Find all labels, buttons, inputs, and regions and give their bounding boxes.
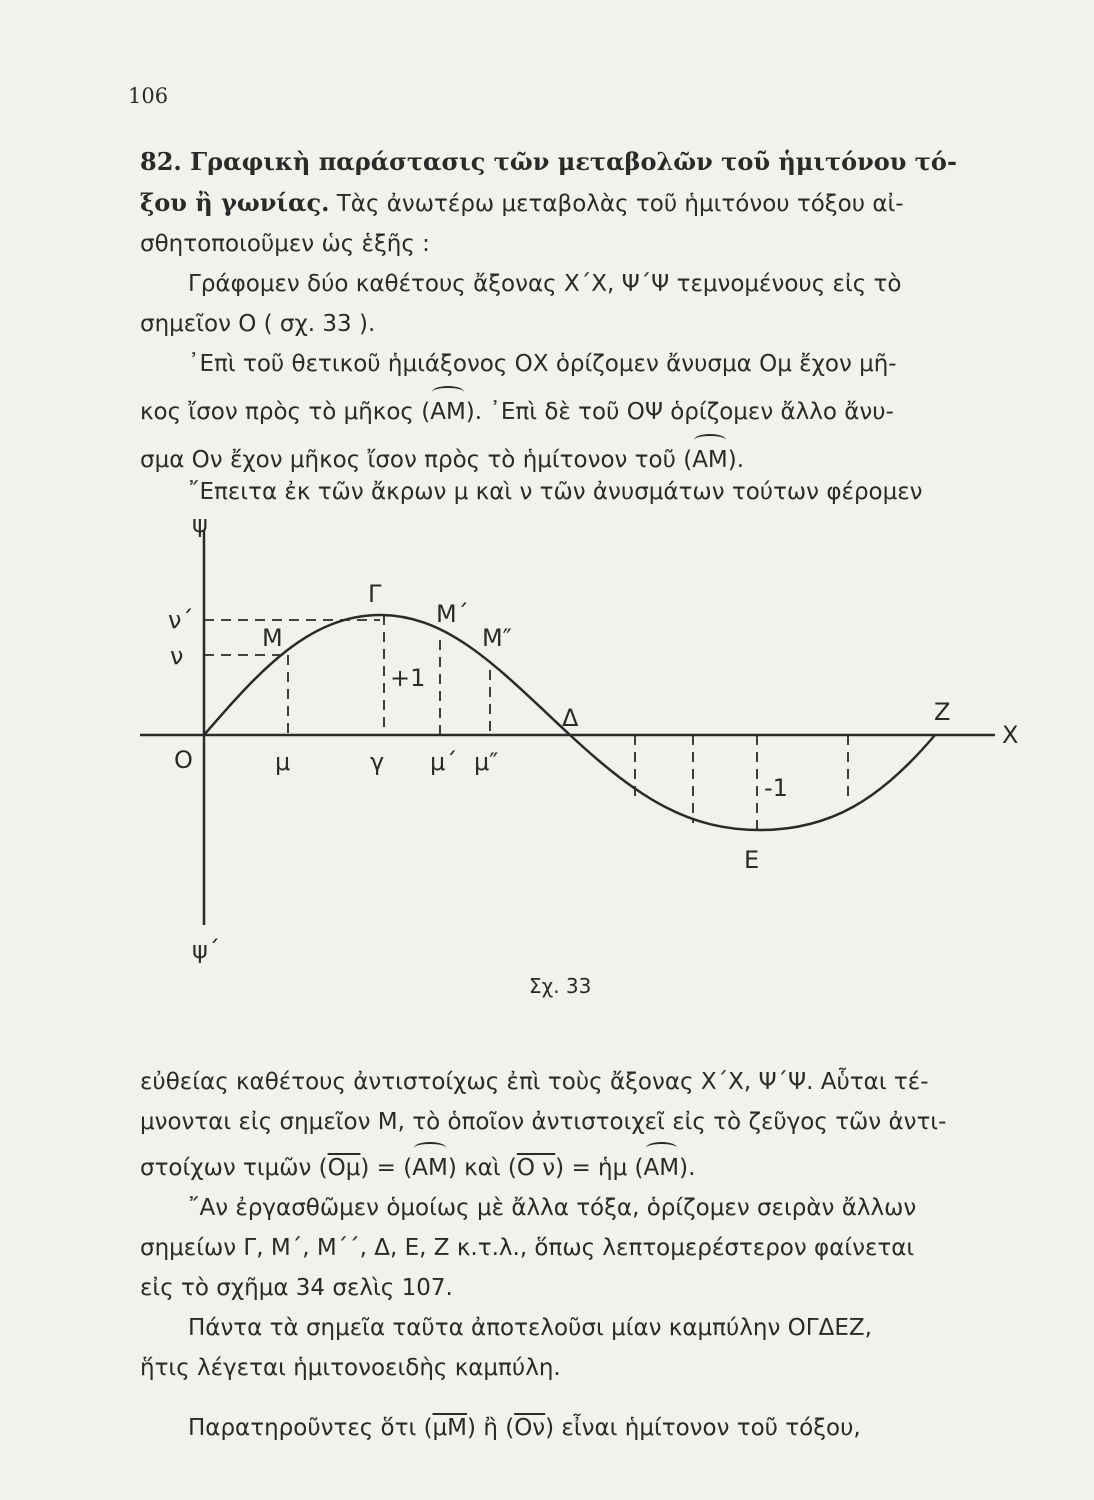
text-line: ῎Αν ἐργασθῶμεν ὁμοίως μὲ ἄλλα τόξα, ὁρίζομεν σειρὰν ἄλλων <box>188 1195 917 1221</box>
text-line: Γράφομεν δύο καθέτους ἄξονας Χ΄Χ, Ψ΄Ψ τεμνομένους εἰς τὸ <box>188 271 902 297</box>
label-psi-prime: ψ΄ <box>192 936 220 964</box>
arc-AM: ΑΜ <box>430 392 466 432</box>
label-M-prime: M΄ <box>436 600 469 628</box>
label-Z: Z <box>934 698 951 726</box>
intro-line <box>140 183 980 224</box>
arc-AM: ΑΜ <box>412 1148 448 1188</box>
text-line: ᾽Επὶ τοῦ θετικοῦ ἡμιάξονος ΟΧ ὁρίζομεν ἄνυσμα Ομ ἔχον μῆ- <box>188 351 897 377</box>
arc-AM: ΑΜ <box>644 1148 680 1188</box>
label-M: M <box>262 624 283 652</box>
label-gamma: γ <box>370 748 385 776</box>
figure-caption: Σχ. 33 <box>529 974 592 998</box>
sine-diagram <box>140 500 1040 970</box>
continuation-text <box>140 1062 980 1448</box>
text-fragment: ) εἶναι ἡμίτονον τοῦ τόξου, <box>545 1415 861 1441</box>
label-M-double: M″ <box>482 624 512 652</box>
label-mu-prime: μ΄ <box>430 748 458 776</box>
arc-AM: ΑΜ <box>692 440 728 480</box>
text-line: εἰς τὸ σχῆμα 34 σελὶς 107. <box>140 1275 453 1301</box>
section-heading: 82. Γραφικὴ παράστασις τῶν μεταβολῶν τοῦ ἡμιτόνου τό- <box>140 147 957 176</box>
section-82-text <box>140 142 980 512</box>
label-x-axis: X <box>1002 721 1019 749</box>
text-fragment: ) καὶ ( <box>447 1155 517 1181</box>
text-line: Πάντα τὰ σημεῖα ταῦτα ἀποτελοῦσι μίαν καμπύλην ΟΓΔΕΖ, <box>188 1315 872 1341</box>
text-line: ῎Επειτα ἐκ τῶν ἄκρων μ καὶ ν τῶν ἀνυσμάτων τούτων φέρομεν <box>188 479 923 505</box>
text-line: σημείων Γ, Μ΄, Μ΄΄, Δ, Ε, Ζ κ.τ.λ., ὅπως λεπτομερέστερον φαίνεται <box>140 1235 915 1261</box>
text-fragment: ). <box>727 447 745 473</box>
text-fragment: ). ᾽Επὶ δὲ τοῦ ΟΨ ὁρίζομεν ἄλλο ἄνυ- <box>465 399 894 425</box>
text-line: σημεῖον Ο ( σχ. 33 ). <box>140 311 376 337</box>
label-mu: μ <box>275 748 291 776</box>
text-fragment: κος ἴσον πρὸς τὸ μῆκος ( <box>140 399 431 425</box>
text-fragment: Παρατηροῦντες ὅτι ( <box>188 1415 433 1441</box>
text-line: εὐθείας καθέτους ἀντιστοίχως ἐπὶ τοὺς ἄξονας Χ΄Χ, Ψ΄Ψ. Αὗται τέ- <box>140 1069 929 1095</box>
text-line <box>140 392 980 432</box>
text-fragment: στοίχων τιμῶν ( <box>140 1155 328 1181</box>
text-line <box>140 1408 980 1448</box>
page-number: 106 <box>128 84 169 108</box>
segment-muM: $\overline{\mu M}$ <box>432 1415 468 1441</box>
heading-line <box>140 142 980 183</box>
label-mu-double: μ″ <box>474 748 499 776</box>
text-fragment: ) ἢ ( <box>467 1415 515 1441</box>
text-fragment: σμα Ον ἔχον μῆκος ἴσον πρὸς τὸ ἡμίτονον τοῦ ( <box>140 447 693 473</box>
label-origin: O <box>174 746 193 774</box>
label-psi: ψ <box>192 510 208 538</box>
section-heading-end: ξου ἢ γωνίας. <box>140 188 330 217</box>
label-Gamma: Γ <box>368 580 382 608</box>
label-E: E <box>744 846 760 874</box>
text-line: σθητοποιοῦμεν ὡς ἑξῆς : <box>140 231 430 257</box>
segment-On: $\overline{O\nu}$ <box>514 1415 546 1441</box>
text-line: μνονται εἰς σημεῖον Μ, τὸ ὁποῖον ἀντιστοιχεῖ εἰς τὸ ζεῦγος τῶν ἀντι- <box>140 1109 947 1135</box>
figure-33-sine-curve <box>140 500 1040 970</box>
text-fragment: ). <box>679 1155 696 1181</box>
label-nu-prime: ν΄ <box>168 606 194 634</box>
label-nu: ν <box>170 642 184 670</box>
label-Delta: Δ <box>562 704 579 732</box>
text-line: ἥτις λέγεται ἡμιτονοειδὴς καμπύλη. <box>140 1355 561 1381</box>
text-line <box>140 1148 980 1188</box>
label-minus-one: -1 <box>764 774 788 802</box>
intro-rest: Τὰς ἀνωτέρω μεταβολὰς τοῦ ἡμιτόνου τόξου αἰ- <box>329 191 904 217</box>
segment-Om: $\overline{O\mu}$ <box>327 1155 361 1181</box>
label-plus-one: +1 <box>390 664 426 692</box>
text-fragment: ) = ( <box>360 1155 413 1181</box>
text-fragment: ) = ἡμ ( <box>555 1155 644 1181</box>
segment-On: Ο ν <box>516 1155 556 1181</box>
